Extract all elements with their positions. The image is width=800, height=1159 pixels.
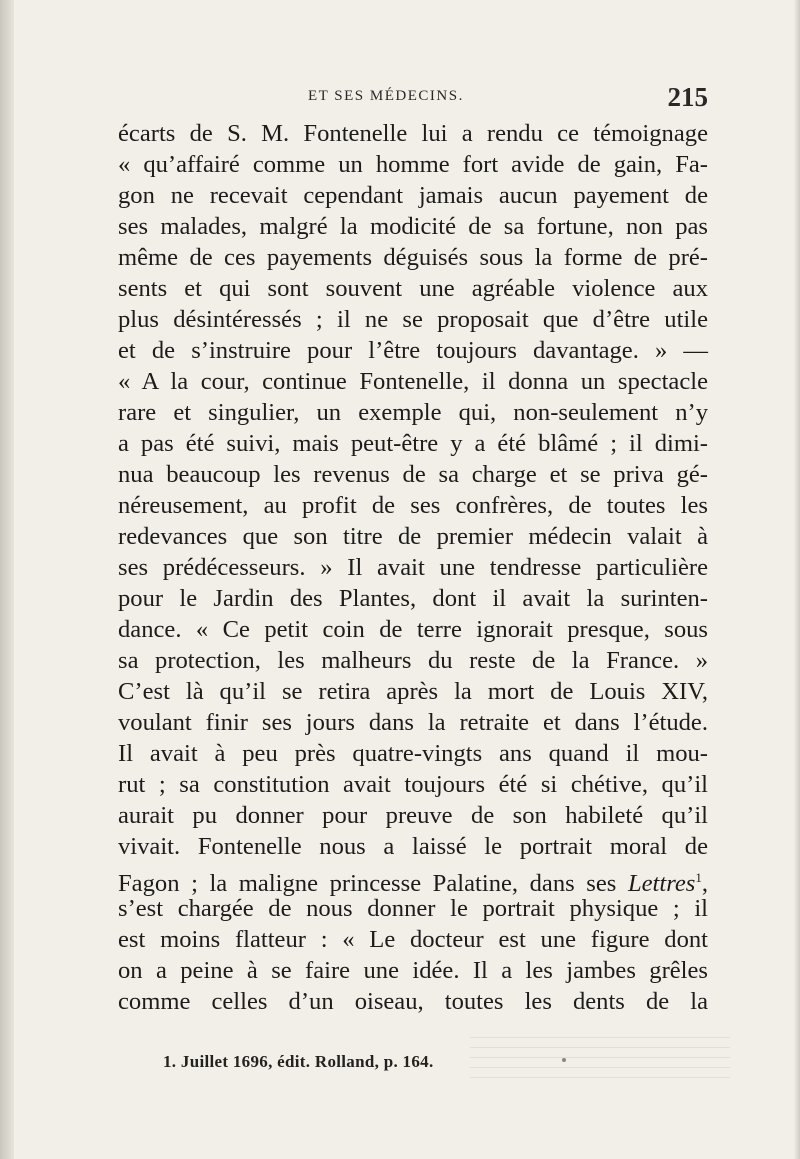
text-line: nua beaucoup les revenus de sa charge et se priva gé- xyxy=(118,461,708,488)
page-number: 215 xyxy=(667,82,708,112)
text-line: C’est là qu’il se retira après la mort de Louis XIV, xyxy=(118,678,708,705)
text-line: même de ces payements déguisés sous la forme de pré- xyxy=(118,244,708,271)
text-line: vivait. Fontenelle nous a laissé le portrait moral de xyxy=(118,833,708,860)
text-line: redevances que son titre de premier médecin valait à xyxy=(118,523,708,550)
show-through-bleed xyxy=(470,1028,730,1078)
text-line: néreusement, au profit de ses confrères, de toutes les xyxy=(118,492,708,519)
footnote-reference: 1 xyxy=(695,870,702,885)
footnote: 1. Juillet 1696, édit. Rolland, p. 164. xyxy=(163,1052,434,1071)
text-line: pour le Jardin des Plantes, dont il avait la surinten- xyxy=(118,585,708,612)
text-line: s’est chargée de nous donner le portrait physique ; il xyxy=(118,895,708,922)
text-line: a pas été suivi, mais peut-être y a été blâmé ; il dimi- xyxy=(118,430,708,457)
text-line: écarts de S. M. Fontenelle lui a rendu ce témoignage xyxy=(118,120,708,147)
text-line: « A la cour, continue Fontenelle, il donna un spectacle xyxy=(118,368,708,395)
ink-speck xyxy=(562,1058,566,1062)
body-text xyxy=(118,118,708,1017)
text-line: ses malades, malgré la modicité de sa fortune, non pas xyxy=(118,213,708,240)
page-gutter-shadow xyxy=(0,0,14,1159)
text-line-tail: , xyxy=(701,870,708,898)
text-line: rare et singulier, un exemple qui, non-seulement n’y xyxy=(118,399,708,426)
text-line: plus désintéressés ; il ne se proposait que d’être utile xyxy=(118,306,708,333)
text-line: et de s’instruire pour l’être toujours davantage. » — xyxy=(118,337,708,364)
page-header xyxy=(118,82,708,118)
text-line: sents et qui sont souvent une agréable violence aux xyxy=(118,275,708,302)
running-head: ET SES MÉDECINS. xyxy=(308,88,464,104)
text-line: comme celles d’un oiseau, toutes les dents de la xyxy=(118,988,708,1015)
text-line: sa protection, les malheurs du reste de la France. » xyxy=(118,647,708,674)
text-line: gon ne recevait cependant jamais aucun payement de xyxy=(118,182,708,209)
italic-title: Lettres xyxy=(627,870,696,898)
text-line: Il avait à peu près quatre-vingts ans quand il mou- xyxy=(118,740,708,767)
text-line: « qu’affairé comme un homme fort avide de gain, Fa- xyxy=(118,151,708,178)
text-line: aurait pu donner pour preuve de son habileté qu’il xyxy=(118,802,708,829)
text-line: dance. « Ce petit coin de terre ignorait presque, sous xyxy=(118,616,708,643)
text-line: on a peine à se faire une idée. Il a les jambes grêles xyxy=(118,957,708,984)
text-line: voulant finir ses jours dans la retraite et dans l’étude. xyxy=(118,709,708,736)
text-line-lead: Fagon ; la maligne princesse Palatine, dans ses xyxy=(118,870,617,898)
text-line-with-note-ref xyxy=(118,862,708,898)
text-line: ses prédécesseurs. » Il avait une tendresse particulière xyxy=(118,554,708,581)
text-line: est moins flatteur : « Le docteur est une figure dont xyxy=(118,926,708,953)
page-right-edge xyxy=(794,0,800,1159)
text-line: rut ; sa constitution avait toujours été si chétive, qu’il xyxy=(118,771,708,798)
